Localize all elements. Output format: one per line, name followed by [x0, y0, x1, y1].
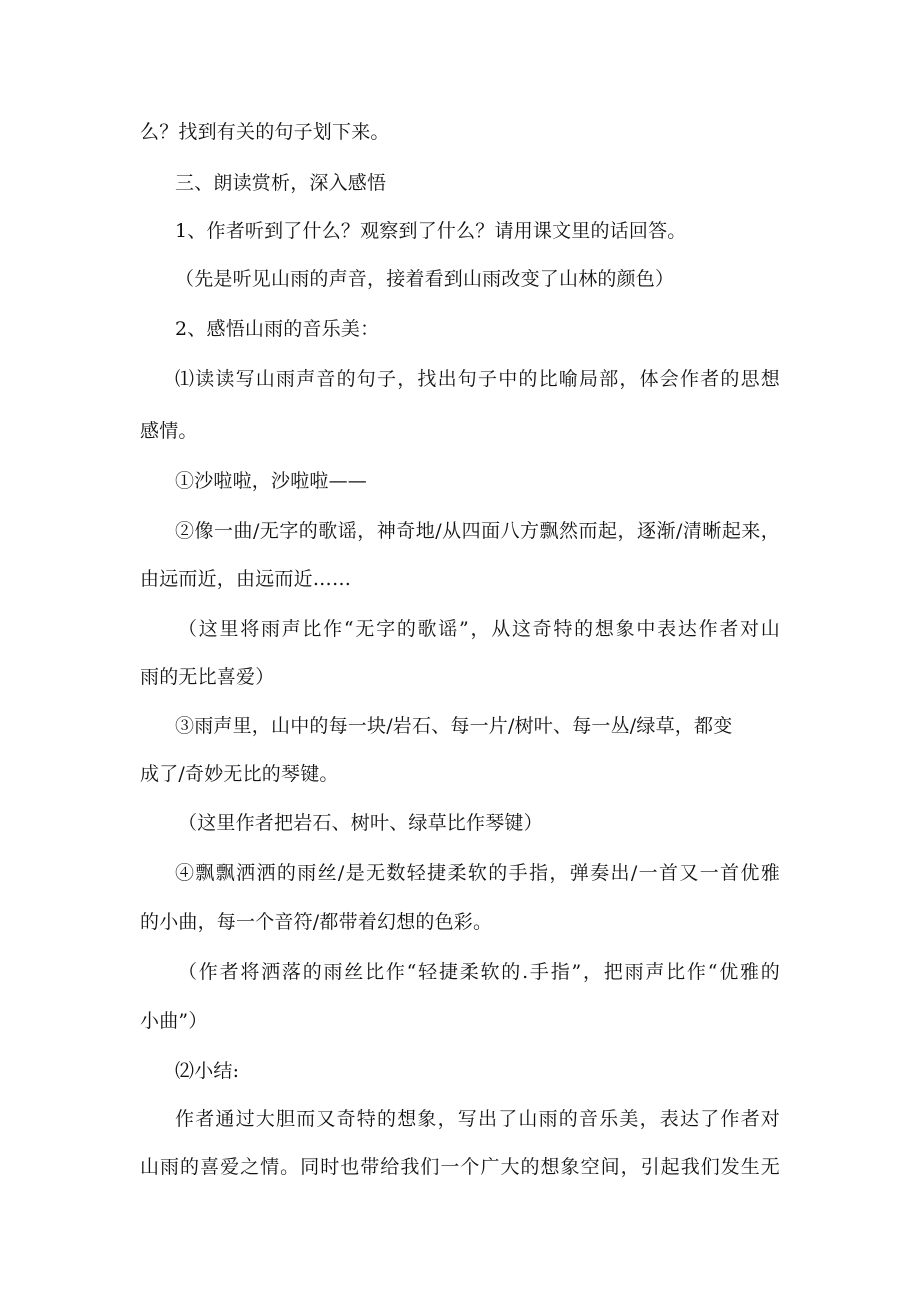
quote-line: ③雨声里，山中的每一块/岩石、每一片/树叶、每一丛/绿草，都变	[175, 715, 733, 737]
summary-line: 作者通过大胆而又奇特的想象，写出了山雨的音乐美，表达了作者对	[175, 1108, 780, 1130]
quote-line: ①沙啦啦，沙啦啦——	[175, 470, 368, 492]
quote-line: ④飘飘洒洒的雨丝/是无数轻捷柔软的手指，弹奏出/一首又一首优雅	[175, 862, 780, 884]
question-line: 1、作者听到了什么？观察到了什么？请用课文里的话回答。	[175, 220, 687, 242]
subheading-line: 2、感悟山雨的音乐美：	[175, 318, 380, 340]
text-line: 么？找到有关的句子划下来。	[140, 121, 390, 143]
annotation-line: （这里作者把岩石、树叶、绿草比作琴键）	[178, 812, 543, 834]
subheading-line: ⑵小结:	[175, 1060, 240, 1082]
annotation-line: （这里将雨声比作“无字的歌谣”，从这奇特的想象中表达作者对山	[178, 618, 780, 640]
section-heading: 三、朗读赏析，深入感悟	[175, 172, 387, 194]
summary-line: 山雨的喜爱之情。同时也带给我们一个广大的想象空间，引起我们发生无	[140, 1156, 780, 1178]
annotation-line: 雨的无比喜爱）	[140, 666, 275, 688]
answer-line: （先是听见山雨的声音，接着看到山雨改变了山林的颜色）	[175, 268, 675, 290]
text-line: ⑴读读写山雨声音的句子，找出句子中的比喻局部，体会作者的思想	[175, 368, 780, 390]
annotation-line: 小曲”）	[140, 1010, 208, 1032]
text-line: 感情。	[140, 420, 198, 442]
quote-line: 成了/奇妙无比的琴键。	[140, 763, 339, 785]
annotation-line: （作者将洒落的雨丝比作“轻捷柔软的.手指”，把雨声比作“优雅的	[178, 961, 780, 983]
quote-line: ②像一曲/无字的歌谣，神奇地/从四面八方飘然而起，逐渐/清晰起来，	[175, 520, 780, 542]
quote-line: 的小曲，每一个音符/都带着幻想的色彩。	[140, 911, 493, 933]
quote-line: 由远而近，由远而近……	[140, 568, 352, 590]
